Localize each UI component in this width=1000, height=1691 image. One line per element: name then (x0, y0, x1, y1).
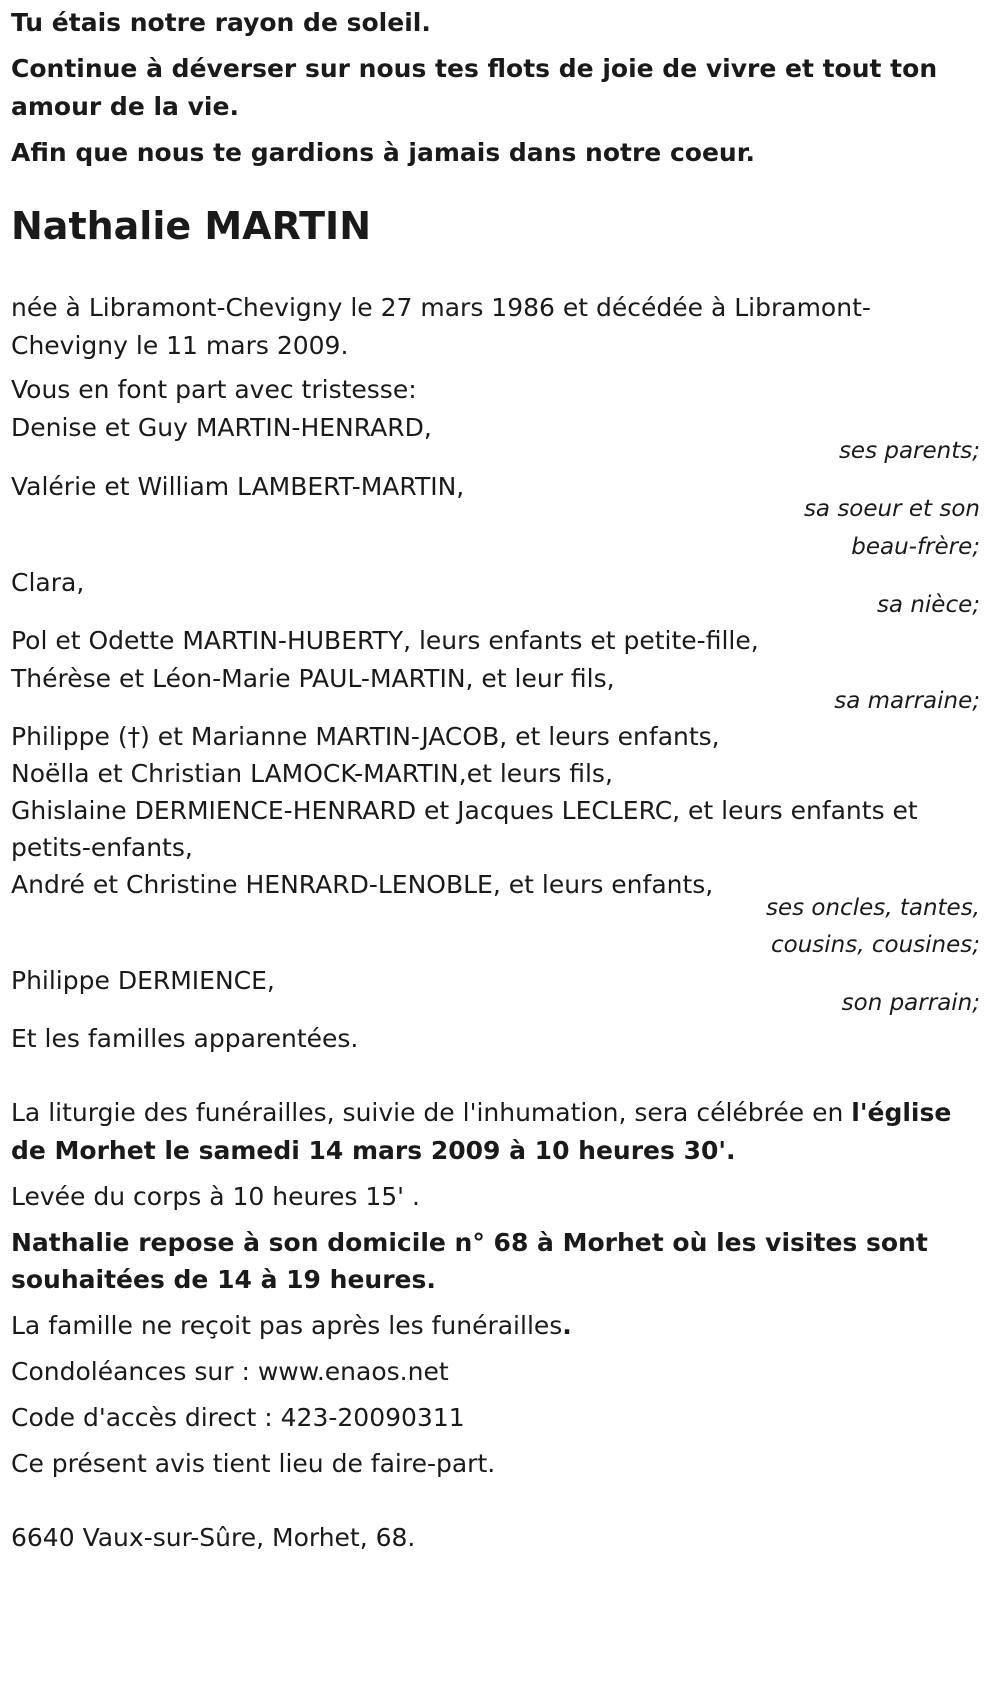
intro-line-1: Tu étais notre rayon de soleil. (11, 8, 431, 37)
ceremony-line-1-plain: La liturgie des funérailles, suivie de l'inhumation, sera célébrée en (11, 1098, 852, 1127)
family-entry: Denise et Guy MARTIN-HENRARD, (11, 413, 432, 442)
family-entry: petits-enfants, (11, 833, 193, 862)
intro-line-2a: Continue à déverser sur nous tes flots de joie de vivre et tout ton (11, 54, 938, 83)
relation-label: ses parents; (838, 438, 980, 464)
relation-label: son parrain; (841, 990, 980, 1016)
relation-label: sa soeur et son (803, 496, 980, 522)
family-entry: Et les familles apparentées. (11, 1024, 359, 1053)
famille-note-text: La famille ne reçoit pas après les funérailles (11, 1311, 563, 1340)
relation-label: sa marraine; (834, 688, 980, 714)
intro-line-3: Afin que nous te gardions à jamais dans notre coeur. (11, 138, 755, 167)
deceased-name: Nathalie MARTIN (11, 204, 371, 248)
birth-death-line-1: née à Libramont-Chevigny le 27 mars 1986 et décédée à Libramont- (11, 293, 871, 322)
ceremony-line-1 (11, 1093, 951, 1133)
relation-label: cousins, cousines; (771, 932, 980, 958)
faire-part-line: Ce présent avis tient lieu de faire-part. (11, 1449, 496, 1478)
family-entry: Thérèse et Léon-Marie PAUL-MARTIN, et leur fils, (11, 664, 615, 693)
family-entry: Philippe (†) et Marianne MARTIN-JACOB, et leurs enfants, (11, 722, 720, 751)
relation-label: sa nièce; (876, 592, 980, 618)
condoleances-line: Condoléances sur : www.enaos.net (11, 1357, 449, 1386)
intro-line-2b: amour de la vie. (11, 92, 239, 121)
access-code-line: Code d'accès direct : 423-20090311 (11, 1403, 465, 1432)
relation-label: ses oncles, tantes, (765, 895, 980, 921)
repose-line-2: souhaitées de 14 à 19 heures. (11, 1265, 436, 1294)
relation-label: beau-frère; (851, 534, 980, 560)
birth-death-line-2: Chevigny le 11 mars 2009. (11, 331, 349, 360)
family-entry: Ghislaine DERMIENCE-HENRARD et Jacques LECLERC, et leurs enfants et (11, 796, 918, 825)
family-entry: André et Christine HENRARD-LENOBLE, et leurs enfants, (11, 870, 714, 899)
famille-note-dot: . (562, 1311, 572, 1340)
family-entry: Valérie et William LAMBERT-MARTIN, (11, 472, 465, 501)
family-entry: Philippe DERMIENCE, (11, 966, 275, 995)
levee-du-corps: Levée du corps à 10 heures 15' . (11, 1182, 420, 1211)
ceremony-line-1-bold: l'église (851, 1098, 952, 1127)
repose-line-1: Nathalie repose à son domicile n° 68 à Morhet où les visites sont (11, 1228, 928, 1257)
famille-note (11, 1306, 572, 1346)
family-entry: Pol et Odette MARTIN-HUBERTY, leurs enfants et petite-fille, (11, 626, 759, 655)
family-entry: Clara, (11, 568, 85, 597)
address-line: 6640 Vaux-sur-Sûre, Morhet, 68. (11, 1523, 416, 1552)
announcement-lead: Vous en font part avec tristesse: (11, 375, 417, 404)
family-entry: Noëlla et Christian LAMOCK-MARTIN,et leurs fils, (11, 759, 613, 788)
ceremony-line-2: de Morhet le samedi 14 mars 2009 à 10 heures 30'. (11, 1136, 736, 1165)
